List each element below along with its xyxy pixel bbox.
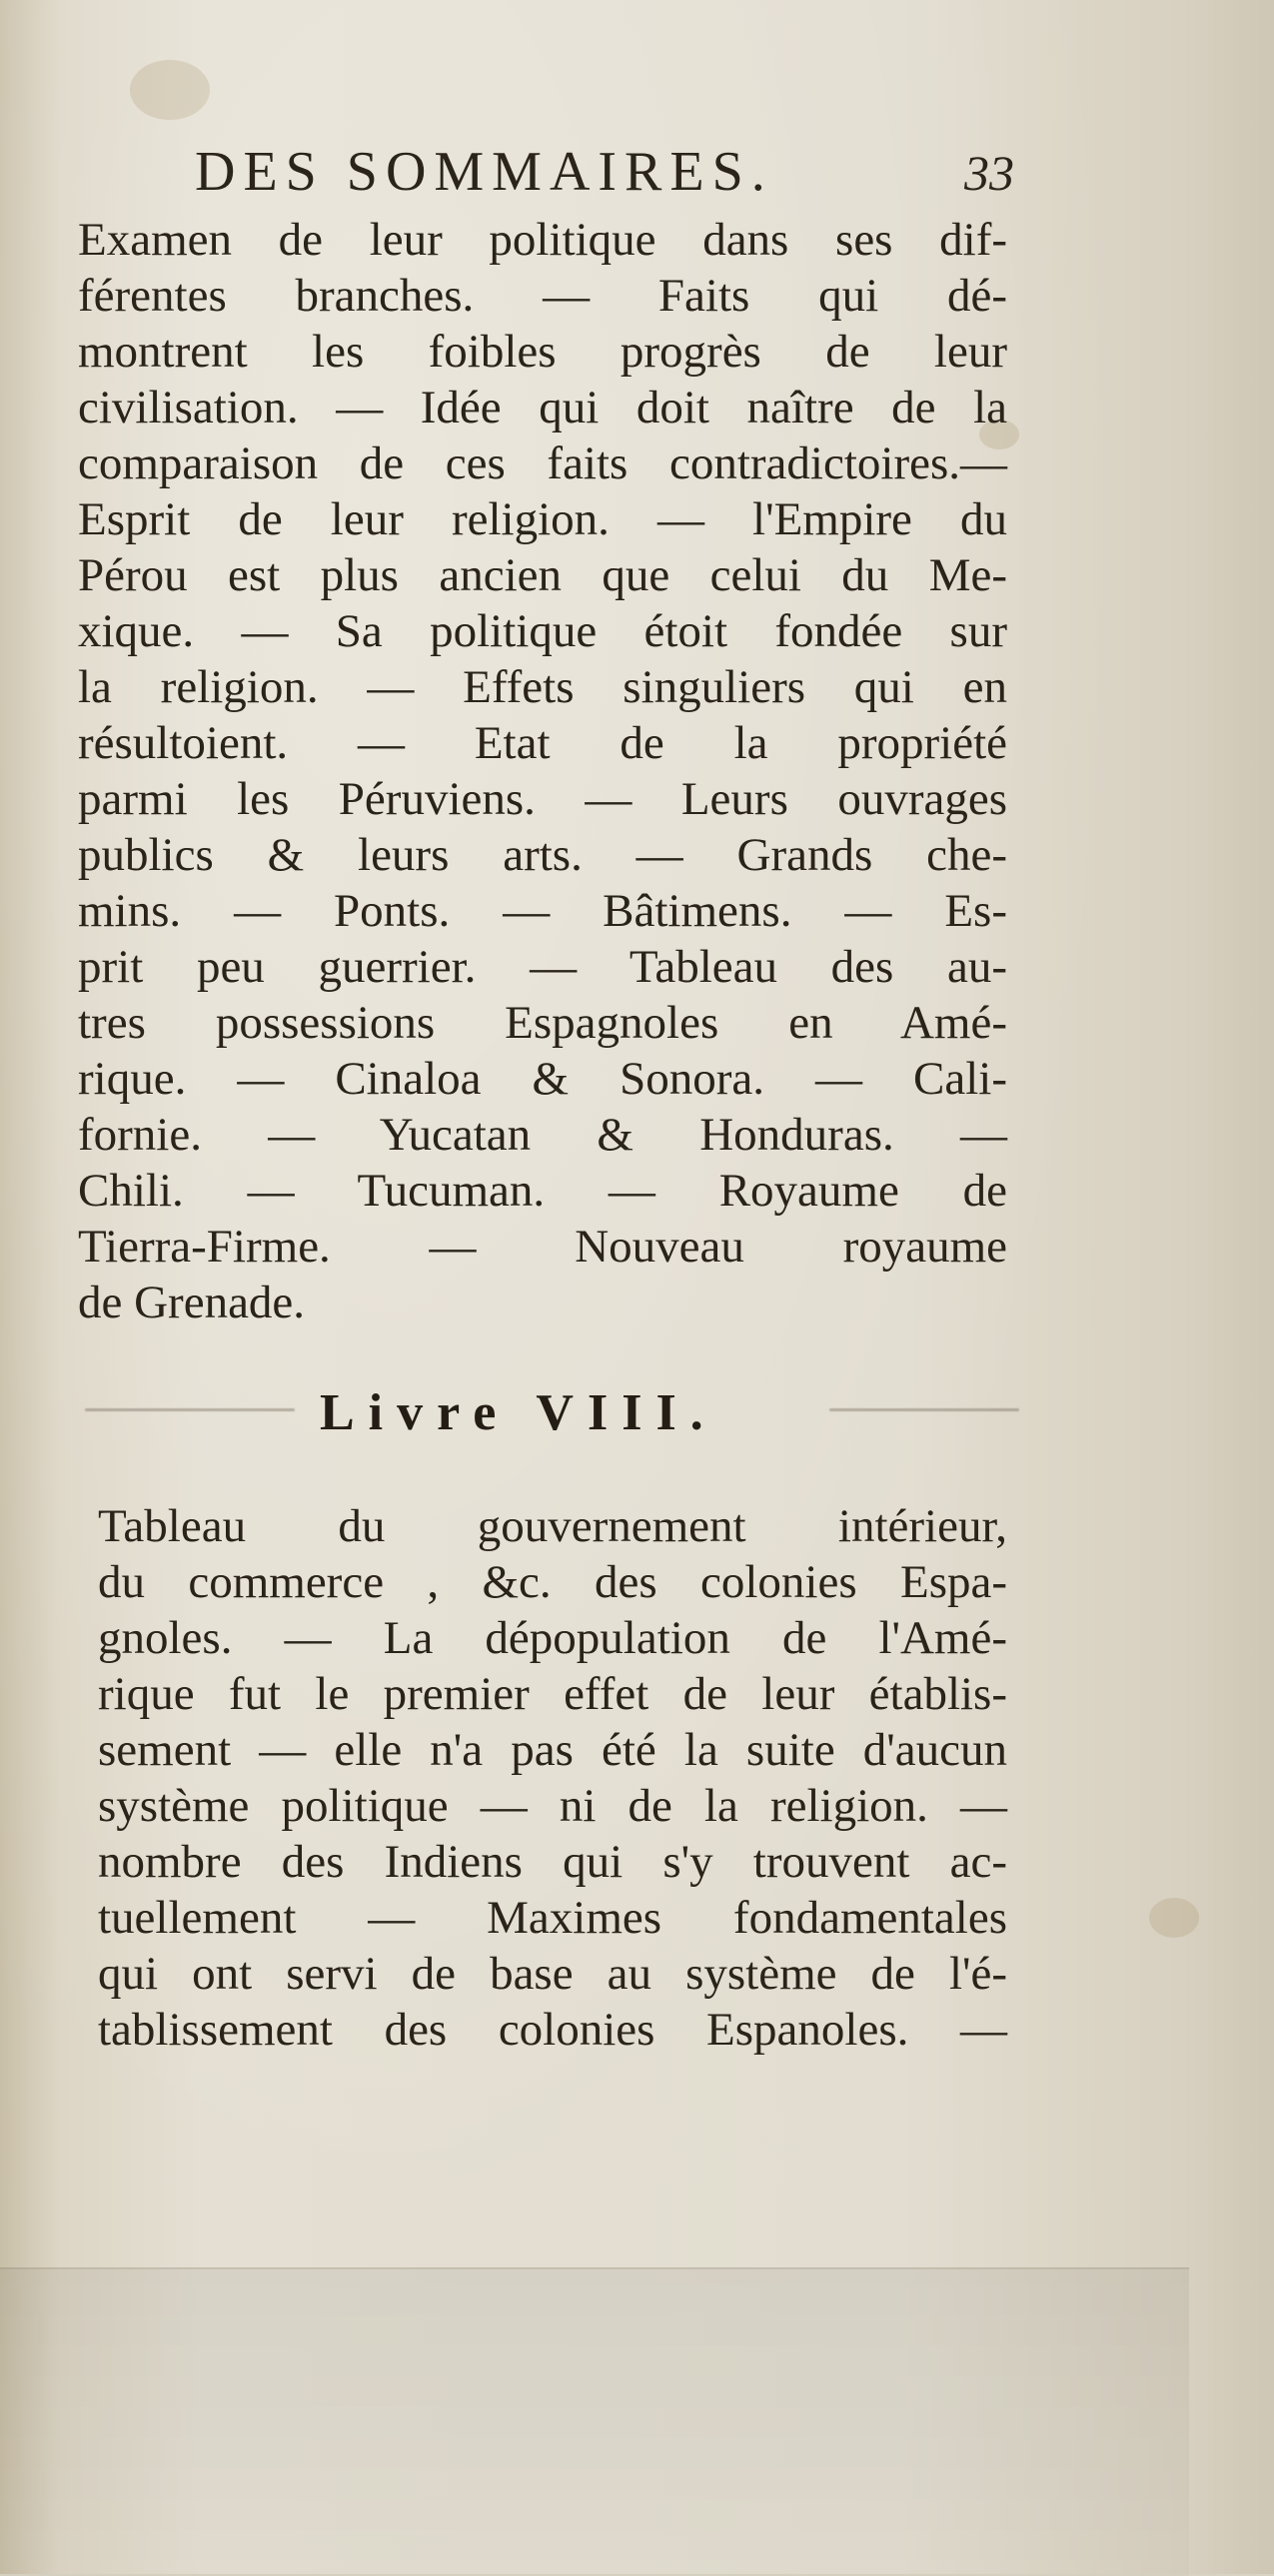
- text-line: civilisation. — Idée qui doit naître de la: [78, 382, 1007, 433]
- text-line: Esprit de leur religion. — l'Empire du: [78, 493, 1007, 545]
- text-line: fornie. — Yucatan & Honduras. —: [78, 1109, 1007, 1161]
- text-line: système politique — ni de la religion. —: [98, 1780, 1007, 1832]
- text-line: nombre des Indiens qui s'y trouvent ac-: [98, 1836, 1007, 1888]
- foxing-stain: [130, 60, 210, 120]
- page-fold-edge: [0, 2267, 1189, 2576]
- foxing-stain: [1149, 1898, 1199, 1938]
- text-line: mins. — Ponts. — Bâtimens. — Es-: [78, 885, 1007, 937]
- text-line: tres possessions Espagnoles en Amé-: [78, 997, 1007, 1049]
- summary-text-block-2: [98, 1498, 1007, 2058]
- text-line: Tableau du gouvernement intérieur,: [98, 1500, 1007, 1552]
- text-line: gnoles. — La dépopulation de l'Amé-: [98, 1612, 1007, 1664]
- text-line: férentes branches. — Faits qui dé-: [78, 270, 1007, 322]
- text-line: xique. — Sa politique étoit fondée sur: [78, 605, 1007, 657]
- text-line: Pérou est plus ancien que celui du Me-: [78, 549, 1007, 601]
- book-heading: Livre VIII.: [320, 1384, 717, 1441]
- text-line: de Grenade.: [78, 1277, 306, 1328]
- text-line: rique fut le premier effet de leur établis-: [98, 1668, 1007, 1720]
- text-line: tuellement — Maximes fondamentales: [98, 1892, 1007, 1944]
- text-line: prit peu guerrier. — Tableau des au-: [78, 941, 1007, 993]
- running-head: DES SOMMAIRES.: [195, 141, 773, 203]
- text-line: Chili. — Tucuman. — Royaume de: [78, 1165, 1007, 1217]
- heading-rule-right: [829, 1408, 1019, 1411]
- text-line: Examen de leur politique dans ses dif-: [78, 214, 1007, 266]
- page-header: [195, 140, 1014, 204]
- text-line: comparaison de ces faits contradictoires.—: [78, 437, 1007, 489]
- heading-rule-left: [85, 1408, 295, 1411]
- text-line: du commerce , &c. des colonies Espa-: [98, 1556, 1007, 1608]
- text-line: résultoient. — Etat de la propriété: [78, 717, 1007, 769]
- text-line: rique. — Cinaloa & Sonora. — Cali-: [78, 1053, 1007, 1105]
- text-line: publics & leurs arts. — Grands che-: [78, 829, 1007, 881]
- text-line: montrent les foibles progrès de leur: [78, 326, 1007, 378]
- text-line: tablissement des colonies Espanoles. —: [98, 2004, 1007, 2056]
- text-line: Tierra-Firme. — Nouveau royaume: [78, 1221, 1007, 1273]
- page-number: 33: [964, 145, 1014, 201]
- text-line: sement — elle n'a pas été la suite d'aucun: [98, 1724, 1007, 1776]
- text-line: parmi les Péruviens. — Leurs ouvrages: [78, 773, 1007, 825]
- text-line: la religion. — Effets singuliers qui en: [78, 661, 1007, 713]
- text-line: qui ont servi de base au système de l'é-: [98, 1948, 1007, 2000]
- summary-text-block-1: [78, 212, 1007, 1330]
